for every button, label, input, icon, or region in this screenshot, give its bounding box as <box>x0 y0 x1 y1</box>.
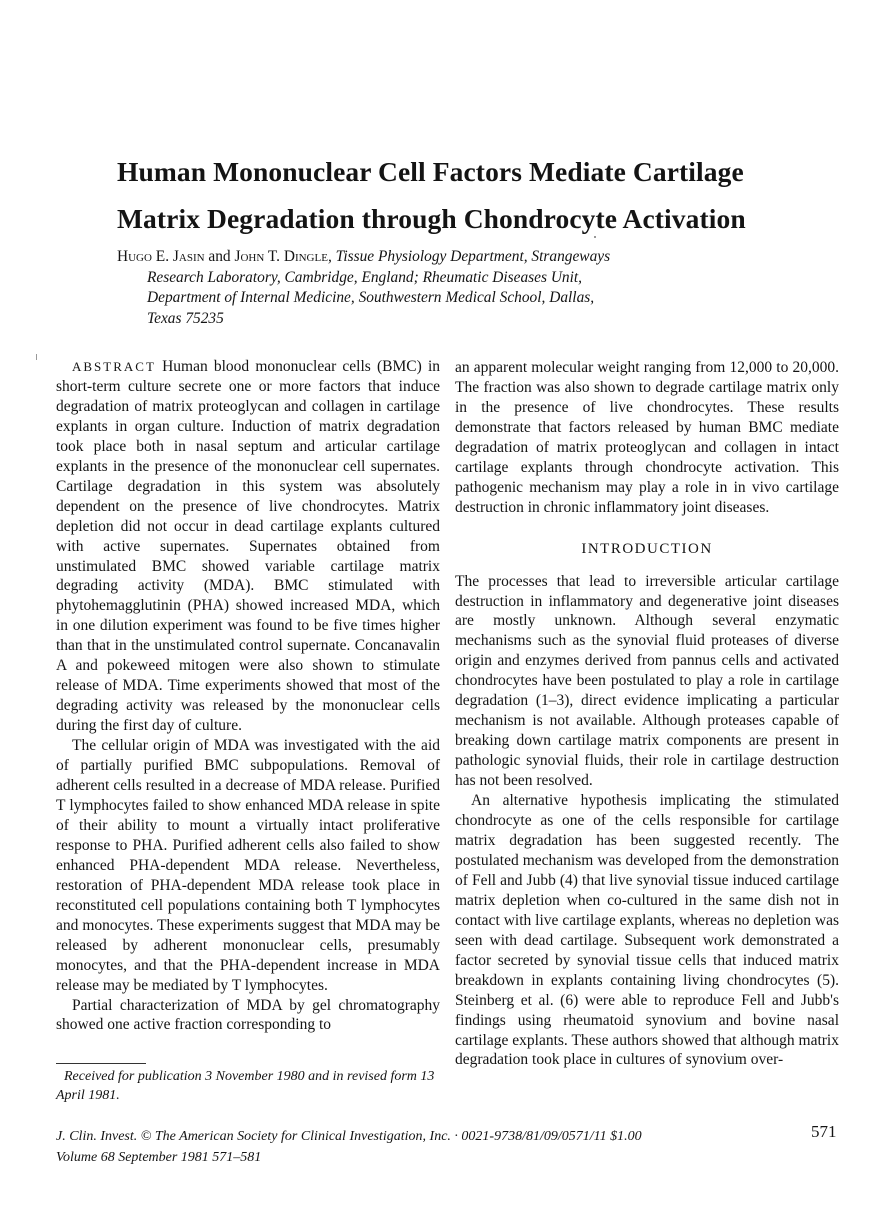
affiliation-line-2: Research Laboratory, Cambridge, England; Rheumatic Diseases Unit, <box>147 268 583 286</box>
abstract-p1-text: Human blood mononuclear cells (BMC) in short-term culture secrete one or more factors that induce degradation of matrix proteoglycan and collagen in cartilage explants in organ culture. Induction of matrix degradation took place both in nasal septum and articular cartilage explants in the presence of the mononuclear cell supernates. Cartilage degradation in this system was absolutely dependent on the presence of live chondrocytes. Matrix depletion did not occur in dead cartilage explants cultured with active supernates. Supernates obtained from unstimulated BMC showed variable cartilage matrix degrading activity (MDA). BMC stimulated with phytohemagglutinin (PHA) showed increased MDA, which in one dilution experiment was found to be five times higher than that in the unstimulated control supernate. Concanavalin A and pokeweed mitogen were also shown to stimulate release of MDA. Time experiments showed that most of the degrading activity was released by the mononuclear cells during the first day of culture. <box>56 358 441 735</box>
introduction-paragraph-2: An alternative hypothesis implicating the stimulated chondrocyte as one of the cells responsible for cartilage matrix degradation has been suggested recently. The postulated mechanism was developed from the demonstration of Fell and Jubb (4) that live synovial tissue induced cartilage matrix depletion when co-cultured in the same dish not in contact with live cartilage explants, whereas no depletion was seen with dead cartilage. Subsequent work demonstrated a factor secreted by synovial tissue cells that induced matrix breakdown in explants containing living chondrocytes (5). Steinberg et al. (6) were able to reproduce Fell and Jubb's findings using rheumatoid synovium and bovine nasal cartilage explants. These authors showed that although matrix degradation took place in cultures of synovium over- <box>455 792 839 1069</box>
footnote-divider <box>56 1063 146 1064</box>
title-line-2: Matrix Degradation through Chondrocyte Activation <box>117 203 746 234</box>
journal-line-1: J. Clin. Invest. © The American Society for Clinical Investigation, Inc. · 0021-9738/81/09/0571/11 $1.00 <box>56 1129 642 1144</box>
introduction-paragraph-1: The processes that lead to irreversible articular cartilage destruction in inflammatory and degenerative joint diseases are mostly unknown. Although several enzymatic mechanisms such as the synovial fluid proteases of diverse origin and enzymes derived from pannus cells and activated chondrocytes have been postulated to play a role in cartilage degradation (1–3), direct evidence implicating a particular mechanism is not available. Although proteases capable of breaking down cartilage matrix components are present in pathologic synovial fluids, their role in cartilage destruction has not been resolved. <box>455 572 839 790</box>
article-title <box>117 148 837 242</box>
author-line-1 <box>117 247 757 268</box>
journal-line-2: Volume 68 September 1981 571–581 <box>56 1150 262 1165</box>
abstract-paragraph-1 <box>56 357 440 736</box>
abstract-paragraph-3: Partial characterization of MDA by gel chromatography showed one active fraction corresponding to <box>56 996 440 1034</box>
section-heading-introduction: INTRODUCTION <box>581 540 713 557</box>
affiliation-line-4: Texas 75235 <box>147 309 224 327</box>
author-and: and <box>204 248 235 265</box>
author-affiliation <box>117 247 757 329</box>
received-footnote: Received for publication 3 November 1980 and in revised form 13 April 1981. <box>56 1069 435 1103</box>
margin-mark <box>36 354 37 360</box>
author-2: John T. Dingle <box>234 248 328 265</box>
left-column <box>56 357 440 1035</box>
journal-citation <box>56 1126 776 1168</box>
affiliation-line-3: Department of Internal Medicine, Southwestern Medical School, Dallas, <box>147 289 595 306</box>
abstract-label: ABSTRACT <box>72 359 156 374</box>
print-speck <box>594 236 596 238</box>
abstract-paragraph-3-continued: an apparent molecular weight ranging from 12,000 to 20,000. The fraction was also shown to degrade cartilage matrix only in the presence of live chondrocytes. These results demonstrate that factors released by human BMC mediate degradation of matrix proteoglycan and collagen in intact cartilage explants through chondrocyte activation. This pathogenic mechanism may play a role in in vivo cartilage destruction in chronic inflammatory joint diseases. <box>455 359 839 516</box>
right-column <box>455 358 839 1070</box>
title-line-1: Human Mononuclear Cell Factors Mediate Cartilage <box>117 156 744 187</box>
author-1: Hugo E. Jasin <box>117 248 205 265</box>
abstract-paragraph-2: The cellular origin of MDA was investigated with the aid of partially purified BMC subpopulations. Removal of adherent cells resulted in a decrease of MDA release. Purified T lymphocytes failed to show enhanced MDA release in spite of their ability to mount a virtually intact proliferative response to PHA. Purified adherent cells also failed to show enhanced PHA-dependent MDA release. Nevertheless, restoration of PHA-dependent MDA release took place in reconstituted cell populations containing both T lymphocytes and monocytes. These experiments suggest that MDA may be released by adherent mononuclear cells, presumably monocytes, and that the PHA-dependent increase in MDA release may be mediated by T lymphocytes. <box>56 737 440 994</box>
affiliation-line-1: , Tissue Physiology Department, Strangeways <box>327 248 611 265</box>
page-number: 571 <box>811 1122 837 1141</box>
